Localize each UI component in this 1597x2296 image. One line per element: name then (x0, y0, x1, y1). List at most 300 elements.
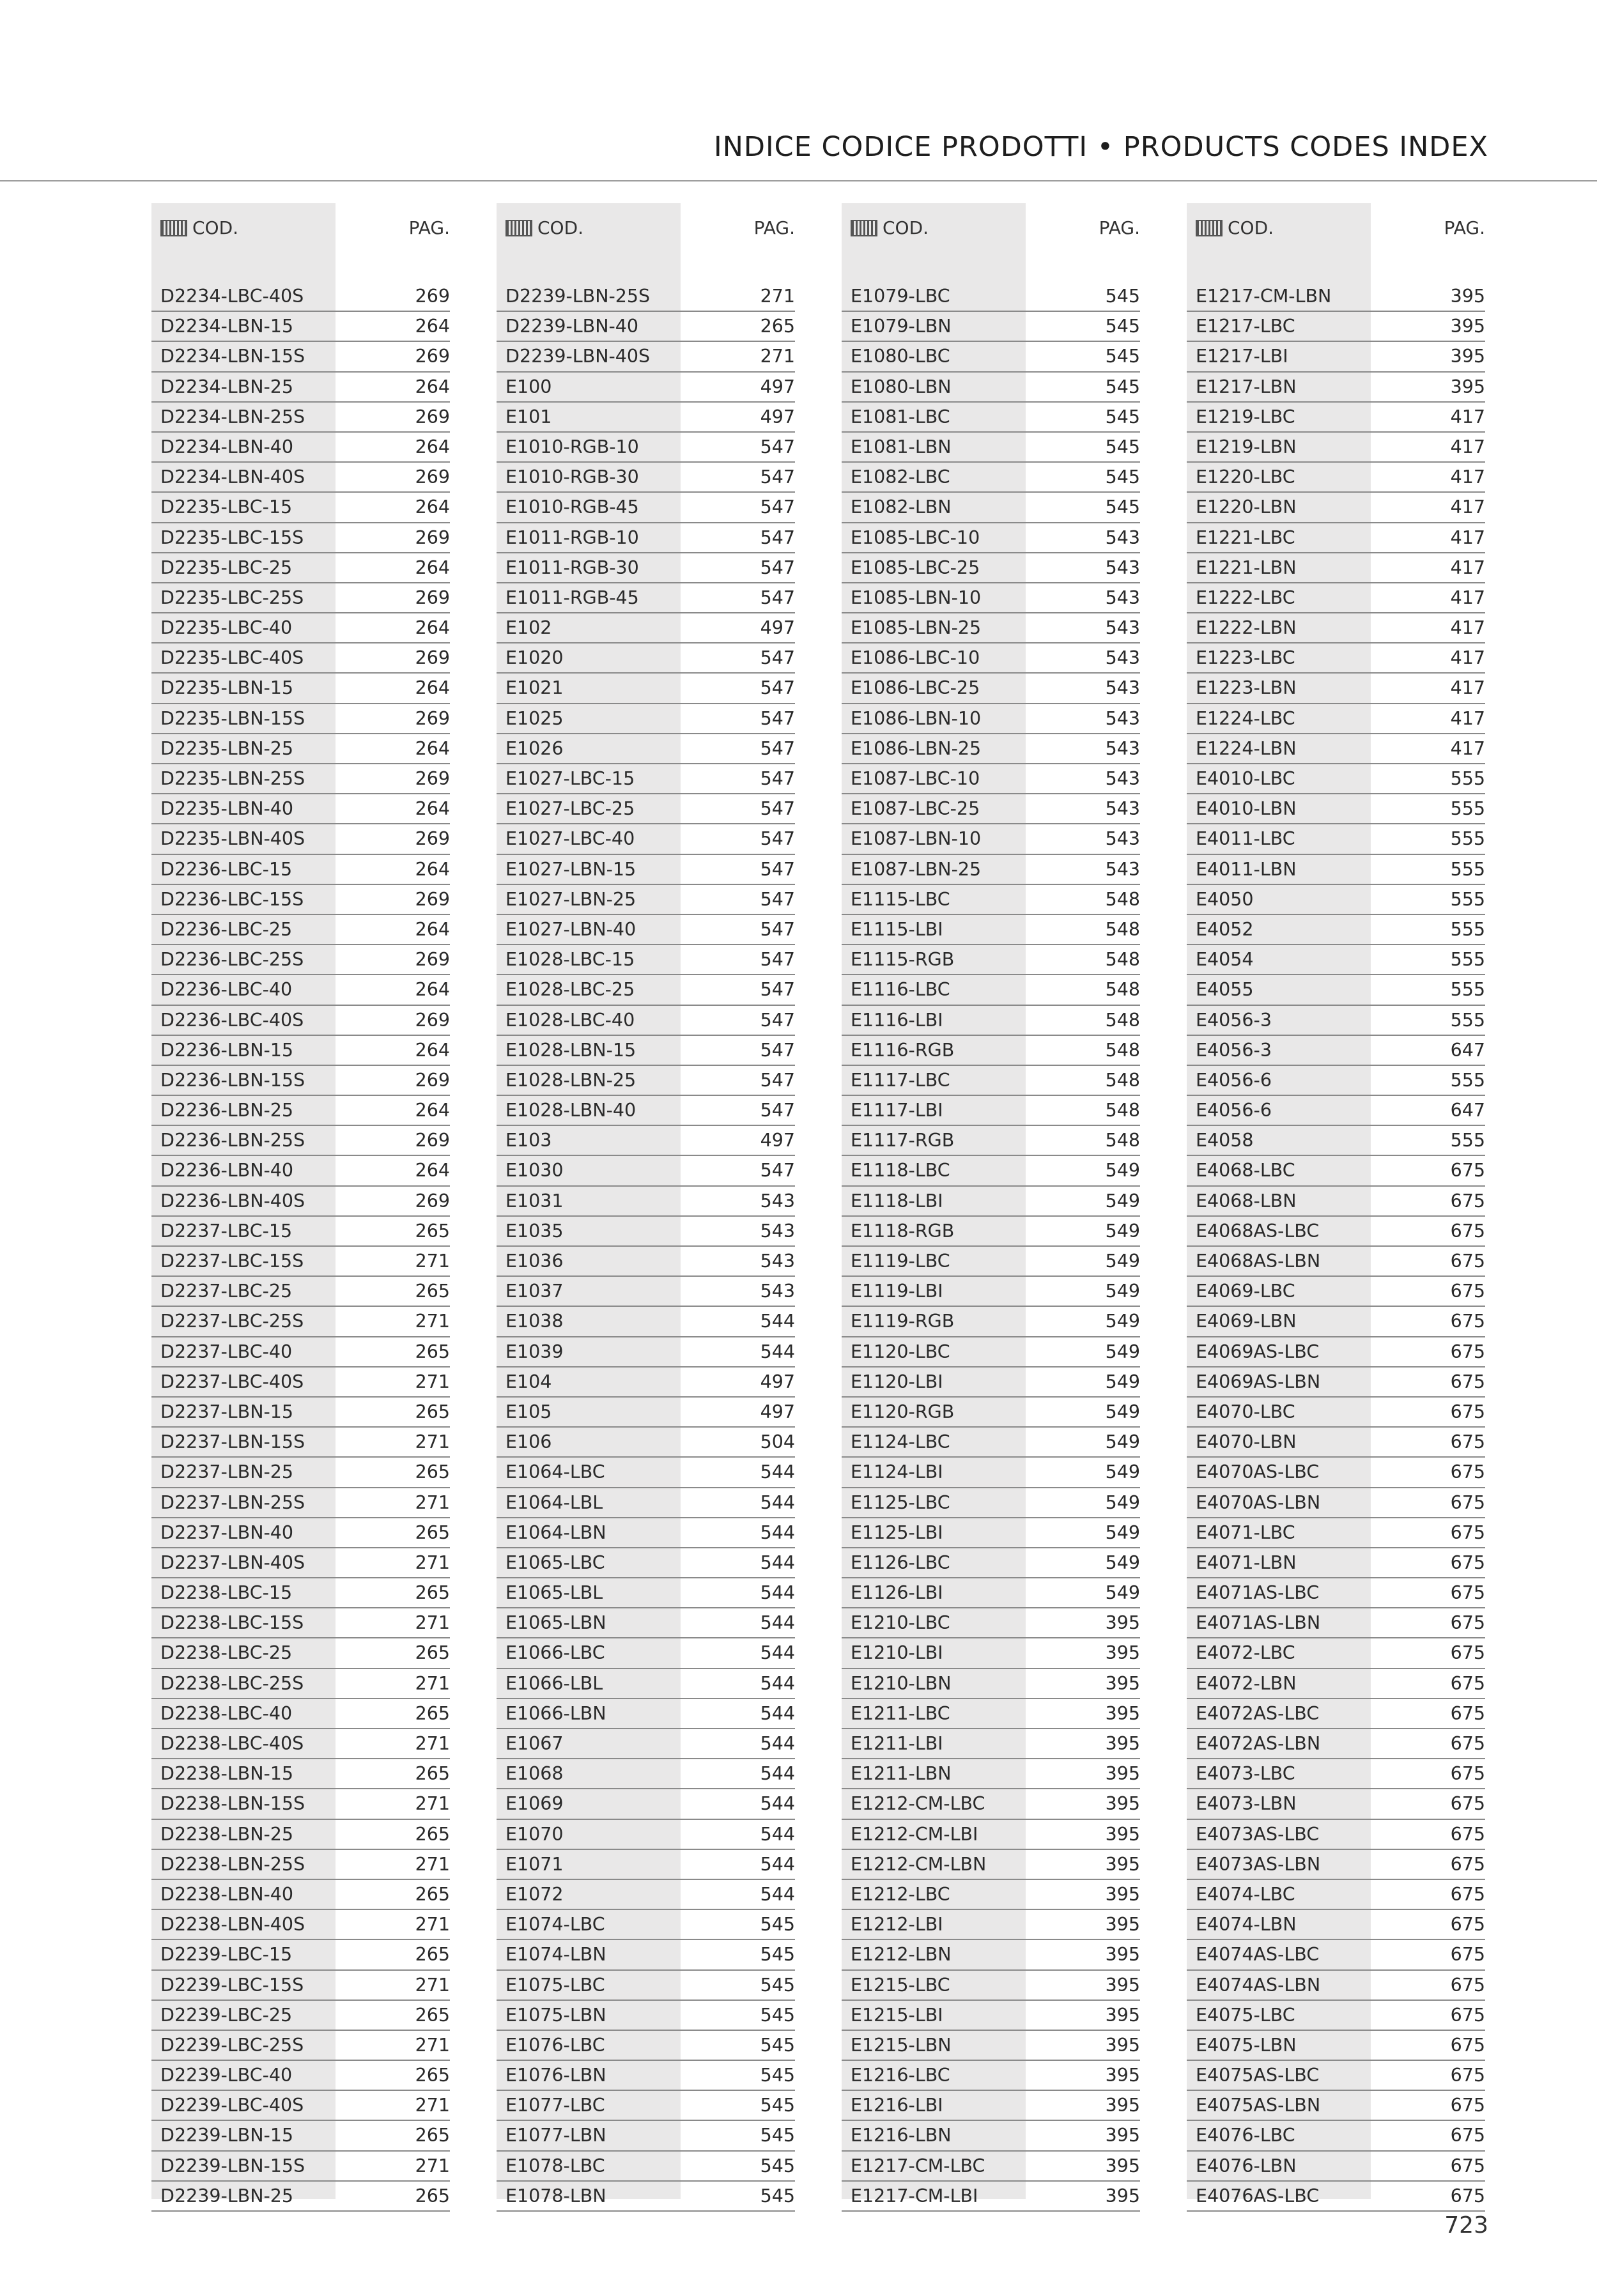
product-code: E1068 (505, 1763, 564, 1785)
index-row (1187, 2182, 1485, 2212)
product-code: D2234-LBN-25S (160, 406, 305, 428)
product-code: E1221-LBC (1196, 527, 1295, 548)
index-row (1187, 1488, 1485, 1518)
page-ref: 271 (415, 1914, 450, 1936)
product-code: E4075AS-LBN (1196, 2095, 1321, 2116)
page-ref: 271 (415, 1974, 450, 1996)
index-row (151, 493, 450, 523)
product-code: E1217-CM-LBI (851, 2185, 978, 2207)
index-row (497, 1337, 795, 1368)
product-code: E1027-LBC-15 (505, 768, 635, 789)
product-code: E1212-LBI (851, 1914, 943, 1936)
product-code: D2235-LBN-15S (160, 707, 305, 729)
index-row (151, 1307, 450, 1337)
index-column-4 (1187, 203, 1485, 2212)
header-cod: COD. (537, 217, 584, 238)
index-row (842, 1940, 1140, 1970)
page-ref: 555 (1450, 858, 1485, 880)
page-ref: 547 (760, 1039, 795, 1061)
product-code: E1118-RGB (851, 1220, 955, 1242)
index-row (497, 1036, 795, 1066)
page-ref: 264 (415, 316, 450, 337)
product-code: E1222-LBN (1196, 617, 1297, 639)
index-row (151, 915, 450, 945)
product-code: E1087-LBC-10 (851, 768, 980, 789)
page-ref: 545 (1105, 436, 1140, 458)
product-code: E1076-LBN (505, 2065, 606, 2086)
page-ref: 264 (415, 1100, 450, 1121)
product-code: E1037 (505, 1281, 564, 1302)
index-row (1187, 1820, 1485, 1850)
page-ref: 269 (415, 1130, 450, 1152)
index-row (497, 2152, 795, 2182)
page-ref: 544 (760, 1522, 795, 1543)
index-row (842, 493, 1140, 523)
product-code: E4071AS-LBC (1196, 1582, 1320, 1604)
index-row (1187, 1277, 1485, 1307)
index-row (151, 1398, 450, 1428)
product-code: D2236-LBN-25S (160, 1130, 305, 1152)
product-code: E1064-LBL (505, 1491, 603, 1513)
page-ref: 395 (1450, 376, 1485, 397)
page-ref: 675 (1450, 1763, 1485, 1785)
product-code: E1010-RGB-30 (505, 466, 639, 488)
page-ref: 269 (415, 949, 450, 971)
page-ref: 265 (415, 1702, 450, 1724)
index-row (497, 794, 795, 824)
product-code: D2235-LBN-25S (160, 768, 305, 789)
page-ref: 545 (1105, 406, 1140, 428)
page-ref: 675 (1450, 1491, 1485, 1513)
column-header (1187, 203, 1485, 282)
page-ref: 555 (1450, 768, 1485, 789)
product-code: D2236-LBN-25 (160, 1100, 294, 1121)
product-code: D2238-LBC-25 (160, 1642, 293, 1664)
product-code: E1217-LBI (1196, 346, 1288, 367)
index-row (151, 1608, 450, 1638)
index-row (1187, 463, 1485, 493)
page-ref: 269 (415, 286, 450, 307)
product-code: E1212-CM-LBN (851, 1853, 987, 1875)
page-ref: 549 (1105, 1431, 1140, 1453)
index-row (842, 1428, 1140, 1458)
product-code: E4074-LBN (1196, 1914, 1297, 1936)
page-ref: 265 (415, 1582, 450, 1604)
product-code: E4011-LBN (1196, 858, 1297, 880)
product-code: E4072-LBC (1196, 1642, 1295, 1664)
page-ref: 265 (415, 1763, 450, 1785)
page-ref: 545 (1105, 376, 1140, 397)
product-code: E1065-LBN (505, 1612, 606, 1634)
page-ref: 395 (1105, 1612, 1140, 1634)
page-ref: 269 (415, 587, 450, 608)
index-row (842, 1156, 1140, 1186)
index-row (842, 1337, 1140, 1368)
index-row (497, 1638, 795, 1668)
page-ref: 417 (1450, 466, 1485, 488)
product-code: E1117-LBI (851, 1100, 943, 1121)
product-code: E1118-LBI (851, 1190, 943, 1212)
page-ref: 555 (1450, 949, 1485, 971)
product-code: E1119-LBC (851, 1251, 950, 1272)
index-row (1187, 1398, 1485, 1428)
index-row (151, 433, 450, 463)
index-row (842, 2001, 1140, 2031)
product-code: E1085-LBC-25 (851, 557, 980, 578)
index-row (842, 885, 1140, 915)
index-row (151, 2001, 450, 2031)
page-ref: 543 (1105, 647, 1140, 669)
product-code: E1030 (505, 1160, 564, 1182)
page-ref: 395 (1450, 316, 1485, 337)
index-row (1187, 1759, 1485, 1789)
index-row (1187, 2152, 1485, 2182)
product-code: E1074-LBN (505, 1944, 606, 1966)
product-code: E4076AS-LBC (1196, 2185, 1320, 2207)
page-ref: 547 (760, 677, 795, 699)
page-ref: 547 (760, 587, 795, 608)
product-code: D2237-LBN-15 (160, 1401, 294, 1422)
index-row (151, 885, 450, 915)
page-ref: 545 (1105, 316, 1140, 337)
index-row (1187, 1971, 1485, 2001)
product-code: D2238-LBC-40S (160, 1733, 304, 1754)
page-ref: 675 (1450, 2095, 1485, 2116)
product-code: E4070AS-LBN (1196, 1491, 1321, 1513)
page-ref: 555 (1450, 798, 1485, 820)
page-ref: 547 (760, 888, 795, 910)
index-row (842, 312, 1140, 342)
product-code: D2238-LBN-15 (160, 1763, 294, 1785)
page-ref: 264 (415, 436, 450, 458)
product-code: E1212-LBC (851, 1883, 950, 1905)
index-row (151, 764, 450, 794)
page-ref: 504 (760, 1431, 795, 1453)
index-row (497, 553, 795, 583)
product-code: E1028-LBC-15 (505, 949, 635, 971)
index-row (842, 1217, 1140, 1247)
page-ref: 647 (1450, 1100, 1485, 1121)
page-ref: 555 (1450, 979, 1485, 1001)
header-pag: PAG. (753, 217, 795, 238)
index-row (842, 1036, 1140, 1066)
page-ref: 548 (1105, 918, 1140, 940)
page-ref: 545 (760, 2095, 795, 2116)
index-row (842, 1006, 1140, 1036)
product-code: E1224-LBC (1196, 707, 1295, 729)
product-code: E4010-LBN (1196, 798, 1297, 820)
page-ref: 548 (1105, 1039, 1140, 1061)
index-row (151, 1066, 450, 1096)
product-code: E4070-LBC (1196, 1401, 1295, 1422)
index-row (497, 1940, 795, 1970)
product-code: E1120-LBC (851, 1341, 950, 1362)
product-code: D2234-LBC-40S (160, 286, 304, 307)
index-row (497, 312, 795, 342)
page-ref: 395 (1105, 2125, 1140, 2146)
index-row (151, 704, 450, 734)
index-row (842, 553, 1140, 583)
index-row (1187, 764, 1485, 794)
header-cod: COD. (1228, 217, 1274, 238)
page-ref: 544 (760, 1461, 795, 1483)
index-row (1187, 1307, 1485, 1337)
page-ref: 417 (1450, 647, 1485, 669)
index-row (151, 1669, 450, 1699)
product-code: E4075-LBC (1196, 2004, 1295, 2026)
index-row (1187, 1156, 1485, 1186)
product-code: E1219-LBN (1196, 436, 1297, 458)
index-row (151, 824, 450, 854)
product-code: D2237-LBC-40 (160, 1341, 293, 1362)
index-row (1187, 373, 1485, 403)
index-row (151, 1971, 450, 2001)
index-row (842, 1398, 1140, 1428)
product-code: E1028-LBN-40 (505, 1100, 636, 1121)
page-ref: 265 (415, 1883, 450, 1905)
index-row (842, 342, 1140, 372)
page-ref: 497 (760, 1401, 795, 1422)
page-ref: 265 (415, 2125, 450, 2146)
index-row (151, 1789, 450, 1819)
product-code: E1035 (505, 1220, 564, 1242)
page-ref: 544 (760, 1672, 795, 1694)
product-code: E1027-LBC-40 (505, 828, 635, 850)
page-ref: 417 (1450, 677, 1485, 699)
page-ref: 547 (760, 497, 795, 518)
page-ref: 265 (415, 1220, 450, 1242)
page-ref: 555 (1450, 1069, 1485, 1091)
page-ref: 675 (1450, 1522, 1485, 1543)
page-ref: 647 (1450, 1039, 1485, 1061)
product-code: E1077-LBC (505, 2095, 605, 2116)
page-ref: 264 (415, 617, 450, 639)
product-code: D2237-LBC-15S (160, 1251, 304, 1272)
index-row (151, 463, 450, 493)
page-ref: 544 (760, 1311, 795, 1332)
column-rows (842, 282, 1140, 2212)
page-ref: 269 (415, 1190, 450, 1212)
product-code: E4069AS-LBC (1196, 1341, 1320, 1362)
product-code: E1070 (505, 1823, 564, 1845)
product-code: E1010-RGB-45 (505, 497, 639, 518)
page-ref: 271 (415, 1853, 450, 1875)
index-row (842, 764, 1140, 794)
product-code: E1011-RGB-45 (505, 587, 639, 608)
index-row (497, 2061, 795, 2091)
page-ref: 675 (1450, 1582, 1485, 1604)
index-row (151, 1940, 450, 1970)
product-code: E101 (505, 406, 552, 428)
index-row (842, 794, 1140, 824)
product-code: E4076-LBN (1196, 2155, 1297, 2177)
page-ref: 395 (1105, 1733, 1140, 1754)
page-ref: 675 (1450, 2185, 1485, 2207)
index-row (151, 1729, 450, 1759)
page-ref: 547 (760, 557, 795, 578)
index-row (842, 2031, 1140, 2061)
index-column-2 (497, 203, 795, 2212)
index-row (151, 1277, 450, 1307)
page-ref: 269 (415, 527, 450, 548)
page-ref: 544 (760, 1733, 795, 1754)
product-code: E1124-LBC (851, 1431, 950, 1453)
index-row (1187, 1578, 1485, 1608)
product-code: E1065-LBL (505, 1582, 603, 1604)
index-row (497, 1880, 795, 1910)
index-row (151, 2121, 450, 2151)
page-ref: 271 (415, 2155, 450, 2177)
index-row (1187, 1337, 1485, 1368)
product-code: E1220-LBC (1196, 466, 1295, 488)
index-row (1187, 1548, 1485, 1578)
index-row (497, 1307, 795, 1337)
column-header (497, 203, 795, 282)
product-code: E4072AS-LBC (1196, 1702, 1320, 1724)
page-ref: 547 (760, 798, 795, 820)
index-row (1187, 643, 1485, 674)
column-rows (1187, 282, 1485, 2212)
page-ref: 543 (1105, 858, 1140, 880)
page-ref: 265 (415, 1341, 450, 1362)
index-row (842, 1880, 1140, 1910)
page-ref: 547 (760, 707, 795, 729)
product-code: D2236-LBN-40S (160, 1190, 305, 1212)
page-ref: 547 (760, 436, 795, 458)
page-ref: 675 (1450, 1642, 1485, 1664)
index-row (842, 1608, 1140, 1638)
page-ref: 543 (1105, 527, 1140, 548)
index-row (1187, 312, 1485, 342)
index-row (842, 1518, 1140, 1548)
page-ref: 549 (1105, 1371, 1140, 1392)
product-code: E1115-LBC (851, 888, 950, 910)
page-ref: 675 (1450, 1612, 1485, 1634)
page-ref: 549 (1105, 1251, 1140, 1272)
index-row (842, 1096, 1140, 1126)
product-code: D2238-LBC-40 (160, 1702, 293, 1724)
page-ref: 675 (1450, 2155, 1485, 2177)
index-row (842, 1850, 1140, 1880)
product-code: E1118-LBC (851, 1160, 950, 1182)
page-ref: 264 (415, 677, 450, 699)
page-ref: 547 (760, 918, 795, 940)
product-code: D2236-LBC-15S (160, 888, 304, 910)
page-ref: 417 (1450, 707, 1485, 729)
page-ref: 264 (415, 798, 450, 820)
product-code: D2235-LBC-40 (160, 617, 293, 639)
header-divider (0, 180, 1597, 181)
product-code: E1119-LBI (851, 1281, 943, 1302)
page-ref: 549 (1105, 1341, 1140, 1362)
index-row (151, 583, 450, 613)
page-ref: 269 (415, 768, 450, 789)
page-ref: 395 (1105, 1672, 1140, 1694)
page-ref: 417 (1450, 557, 1485, 578)
product-code: D2238-LBN-15S (160, 1793, 305, 1815)
index-row (151, 2091, 450, 2121)
index-row (1187, 1669, 1485, 1699)
column-rows (497, 282, 795, 2212)
index-row (151, 553, 450, 583)
page-ref: 675 (1450, 1883, 1485, 1905)
page-ref: 544 (760, 1883, 795, 1905)
page-ref: 395 (1105, 2155, 1140, 2177)
page-ref: 547 (760, 949, 795, 971)
product-code: D2239-LBC-25 (160, 2004, 293, 2026)
index-row (842, 1368, 1140, 1398)
product-code: E4010-LBC (1196, 768, 1295, 789)
index-row (1187, 1006, 1485, 1036)
product-code: D2237-LBN-40 (160, 1522, 294, 1543)
page-ref: 549 (1105, 1311, 1140, 1332)
index-column-3 (842, 203, 1140, 2212)
barcode-icon (851, 220, 877, 236)
page-ref: 417 (1450, 617, 1485, 639)
page-ref: 675 (1450, 1461, 1485, 1483)
index-row (1187, 553, 1485, 583)
index-row (497, 1187, 795, 1217)
page-ref: 395 (1105, 2095, 1140, 2116)
page-ref: 395 (1105, 1702, 1140, 1724)
product-code: E4070-LBN (1196, 1431, 1297, 1453)
page-ref: 675 (1450, 2034, 1485, 2056)
page-ref: 549 (1105, 1160, 1140, 1182)
index-row (151, 975, 450, 1005)
index-row (842, 1548, 1140, 1578)
product-code: D2239-LBC-15 (160, 1944, 293, 1966)
product-code: E1116-RGB (851, 1039, 955, 1061)
index-row (497, 674, 795, 704)
index-row (842, 282, 1140, 312)
index-row (1187, 824, 1485, 854)
product-code: E100 (505, 376, 552, 397)
product-code: E4011-LBC (1196, 828, 1295, 850)
index-row (151, 2152, 450, 2182)
product-code: D2238-LBC-25S (160, 1672, 304, 1694)
index-row (497, 1578, 795, 1608)
page-ref: 395 (1105, 1883, 1140, 1905)
page-ref: 395 (1105, 2004, 1140, 2026)
index-row (497, 1699, 795, 1729)
index-row (1187, 2091, 1485, 2121)
product-code: E103 (505, 1130, 552, 1152)
index-row (497, 613, 795, 643)
index-row (497, 1669, 795, 1699)
page-ref: 545 (760, 2185, 795, 2207)
product-code: E1066-LBC (505, 1642, 605, 1664)
page-ref: 545 (760, 1914, 795, 1936)
index-row (842, 945, 1140, 975)
page-ref: 548 (1105, 1100, 1140, 1121)
product-code: E4054 (1196, 949, 1254, 971)
page-ref: 545 (760, 2034, 795, 2056)
product-code: E4071-LBN (1196, 1552, 1297, 1573)
product-code: E1116-LBI (851, 1009, 943, 1031)
product-code: E1087-LBN-10 (851, 828, 982, 850)
index-row (497, 1910, 795, 1940)
index-row (151, 523, 450, 553)
product-code: E1079-LBN (851, 316, 952, 337)
product-code: E1126-LBI (851, 1582, 943, 1604)
product-code: E4072-LBN (1196, 1672, 1297, 1694)
index-row (497, 433, 795, 463)
product-code: E1216-LBI (851, 2095, 943, 2116)
product-code: E1211-LBI (851, 1733, 943, 1754)
index-row (842, 373, 1140, 403)
index-row (497, 1820, 795, 1850)
index-row (497, 915, 795, 945)
